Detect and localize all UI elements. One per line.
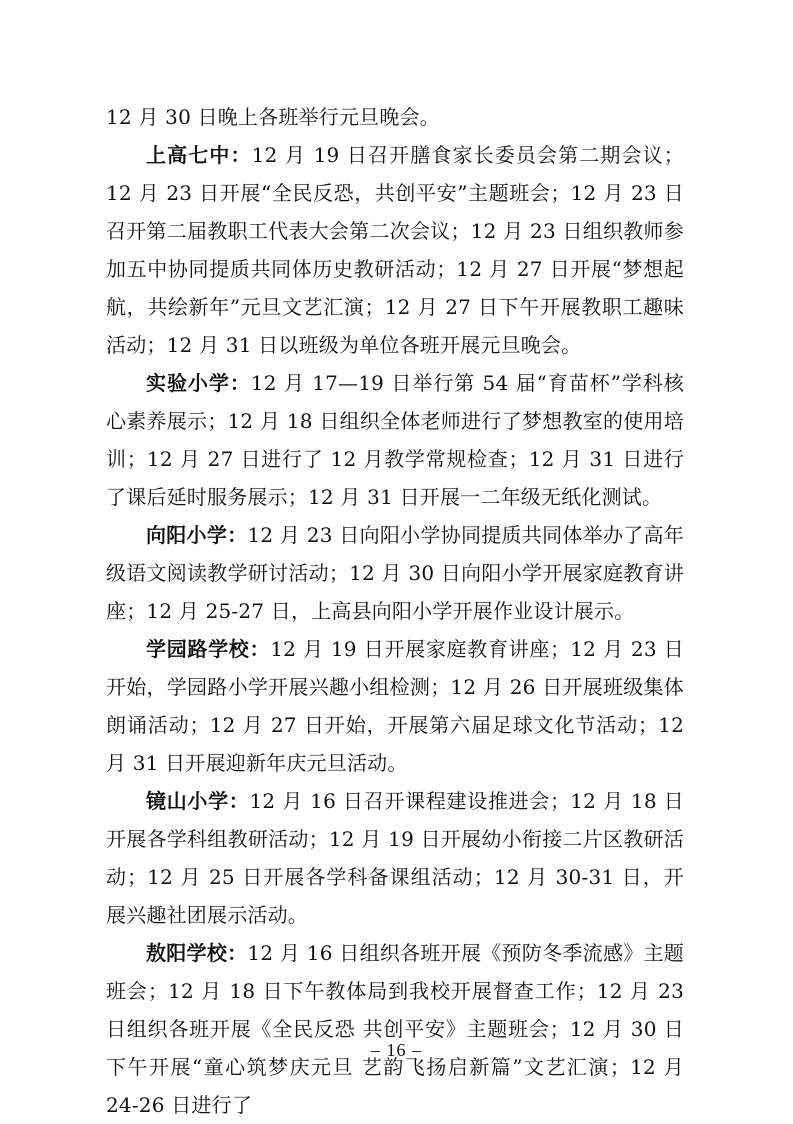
paragraph-text: 12 月 16 日召开课程建设推进会；12 月 18 日开展各学科组教研活动；12 月 19 日开展幼小衔接二片区教研活动；12 月 25 日开展各学科备课组活动；12 月 30-31 日，开展兴趣社团展示活动。 [106, 789, 685, 927]
school-name: 实验小学： [146, 371, 251, 395]
paragraph-text: 12 月 30 日晚上各班举行元旦晚会。 [106, 105, 440, 129]
paragraph-text: 12 月 16 日组织各班开展《预防冬季流感》主题班会；12 月 18 日下午教体局到我校开展督查工作；12 月 23 日组织各班开展《全民反恐 共创平安》主题班会；12 月 30 日下午开展“童心筑梦庆元旦 艺韵飞扬启新篇”文艺汇演；12 月 24-26 日进行了 [106, 941, 684, 1117]
paragraph-school-shanggao-no7 [106, 136, 684, 364]
paragraph-text: 12 月 17—19 日举行第 54 届“育苗杯”学科核心素养展示；12 月 18 日组织全体老师进行了梦想教室的使用培训；12 月 27 日进行了 12 月教学常规检查；12 月 31 日进行了课后延时服务展示；12 月 31 日开展一二年级无纸化测试。 [106, 371, 684, 509]
paragraph-text: 12 月 19 日召开膳食家长委员会第二期会议；12 月 23 日开展“全民反恐，共创平安”主题班会；12 月 23 日召开第二届教职工代表大会第二次会议；12 月 23 日组织教师参加五中协同提质共同体历史教研活动；12 月 27 日开展“梦想起航，共绘新年”元旦文艺汇演；12 月 27 日下午开展教职工趣味活动；12 月 31 日以班级为单位各班开展元旦晚会。 [106, 143, 685, 357]
paragraph-school-xueyuanlu [106, 630, 684, 782]
school-name: 敖阳学校： [146, 941, 248, 965]
page-number: – 16 – [371, 1040, 422, 1060]
school-name: 镜山小学： [146, 789, 250, 813]
paragraph-school-shiyan [106, 364, 684, 516]
paragraph-continued [106, 98, 684, 136]
paragraph-school-jingshan [106, 782, 684, 934]
school-name: 学园路学校： [146, 637, 271, 661]
paragraph-text: 12 月 19 日开展家庭教育讲座；12 月 23 日开始，学园路小学开展兴趣小组检测；12 月 26 日开展班级集体朗诵活动；12 月 27 日开始，开展第六届足球文化节活动；12 月 31 日开展迎新年庆元旦活动。 [106, 637, 685, 775]
paragraph-text: 12 月 23 日向阳小学协同提质共同体举办了高年级语文阅读教学研讨活动；12 月 30 日向阳小学开展家庭教育讲座；12 月 25-27 日，上高县向阳小学开展作业设计展示。 [106, 523, 684, 623]
school-name: 上高七中： [146, 143, 252, 167]
paragraph-school-xiangyang [106, 516, 684, 630]
document-body [106, 98, 684, 1124]
school-name: 向阳小学： [146, 523, 248, 547]
paragraph-school-aoyang [106, 934, 684, 1124]
